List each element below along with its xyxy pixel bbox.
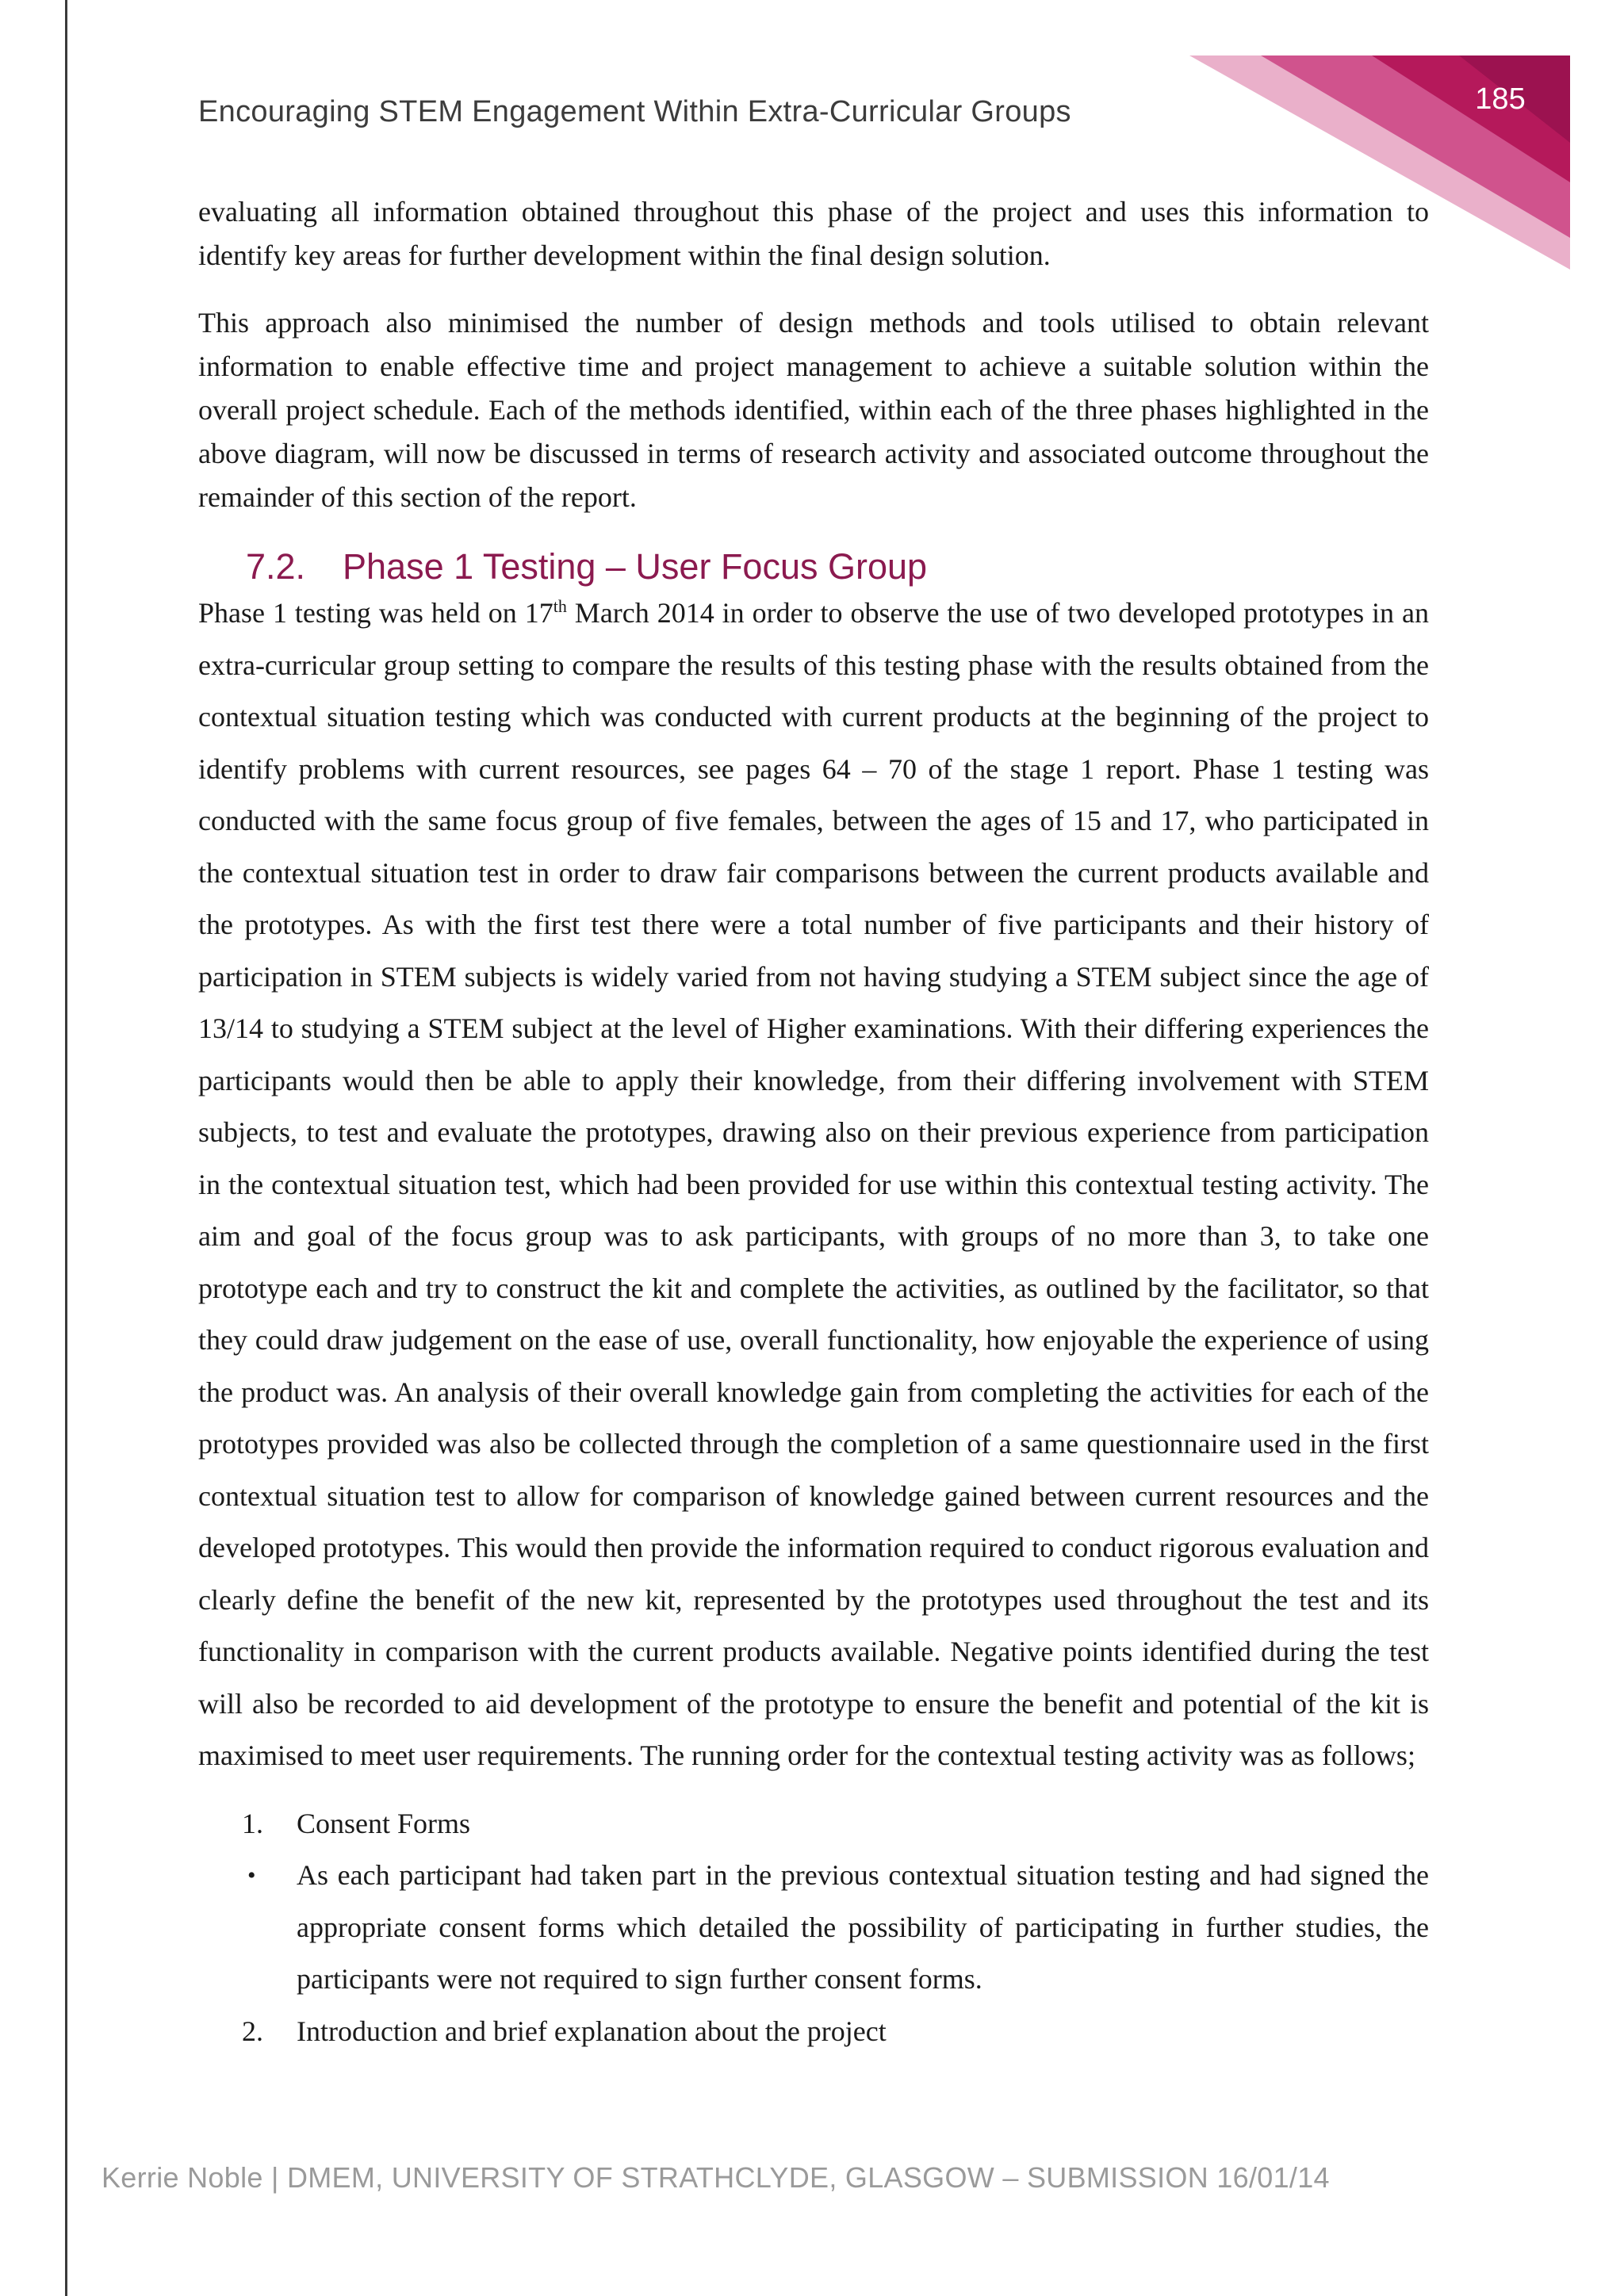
page-body [198, 190, 1429, 2057]
list-item-text: Introduction and brief explanation about the project [297, 2015, 887, 2047]
list-item-text: Consent Forms [297, 1807, 471, 1839]
list-item-text: As each participant had taken part in the previous contextual situation testing and had signed the appropriate consent forms which detailed the possibility of participating in further studies, the participants were not required to sign further consent forms. [297, 1859, 1429, 1995]
running-header-title: Encouraging STEM Engagement Within Extra-Curricular Groups [198, 95, 1071, 128]
paragraph-continuation: evaluating all information obtained throughout this phase of the project and uses this information to identify key areas for further development within the final design solution. [198, 196, 1429, 271]
running-order-list [198, 1798, 1429, 2058]
section-heading [246, 546, 1429, 587]
left-margin-rule [65, 0, 67, 2296]
page-footer: Kerrie Noble | DMEM, UNIVERSITY OF STRATHCLYDE, GLASGOW – SUBMISSION 16/01/14 [102, 2161, 1330, 2194]
paragraph-phase1-rest: March 2014 in order to observe the use of two developed prototypes in an extra-curricular group setting to compare the results of this testing phase with the results obtained from the contextual situation testing which was conducted with current products at the beginning of the project to identify problems with current resources, see pages 64 – 70 of the stage 1 report. Phase 1 testing was conducted with the same focus group of five females, between the ages of 15 and 17, who participated in the contextual situation test in order to draw fair comparisons between the current products available and the prototypes. As with the first test there were a total number of five participants and their history of participation in STEM subjects is widely varied from not having studying a STEM subject since the age of 13/14 to studying a STEM subject at the level of Higher examinations. With their differing experiences the participants would then be able to apply their knowledge, from their differing involvement with STEM subjects, to test and evaluate the prototypes, drawing also on their previous experience from participation in the contextual situation test, which had been provided for use within this contextual testing activity. The aim and goal of the focus group was to ask participants, with groups of no more than 3, to take one prototype each and try to construct the kit and complete the activities, as outlined by the facilitator, so that they could draw judgement on the ease of use, overall functionality, how enjoyable the experience of using the product was. An analysis of their overall knowledge gain from completing the activities for each of the prototypes provided was also be collected through the completion of a same questionnaire used in the first contextual situation test to allow for comparison of knowledge gained between current resources and the developed prototypes. This would then provide the information required to conduct rigorous evaluation and clearly define the benefit of the new kit, represented by the prototypes used throughout the test and its functionality in comparison with the current products available. Negative points identified during the test will also be recorded to aid development of the prototype to ensure the benefit and potential of the kit is maximised to meet user requirements. The running order for the contextual testing activity was as follows; [198, 597, 1429, 1771]
paragraph-phase1 [198, 587, 1429, 1782]
section-title: Phase 1 Testing – User Focus Group [343, 546, 928, 587]
paragraph-approach: This approach also minimised the number of design methods and tools utilised to obtain relevant information to enable effective time and project management to achieve a suitable solution within the overall project schedule. Each of the methods identified, within each of the three phases highlighted in the above diagram, will now be discussed in terms of research activity and associated outcome throughout the remainder of this section of the report. [198, 307, 1429, 513]
section-number: 7.2. [246, 546, 306, 587]
list-item [198, 2006, 1429, 2058]
list-item [198, 1798, 1429, 1850]
list-number: 2. [242, 2015, 263, 2047]
list-number: 1. [242, 1807, 263, 1839]
paragraph-phase1-lead: Phase 1 testing was held on 17 [198, 597, 553, 629]
list-item [198, 1850, 1429, 2006]
page-number: 185 [1475, 82, 1526, 116]
date-superscript: th [553, 596, 567, 616]
bullet-icon: • [247, 1862, 256, 1888]
